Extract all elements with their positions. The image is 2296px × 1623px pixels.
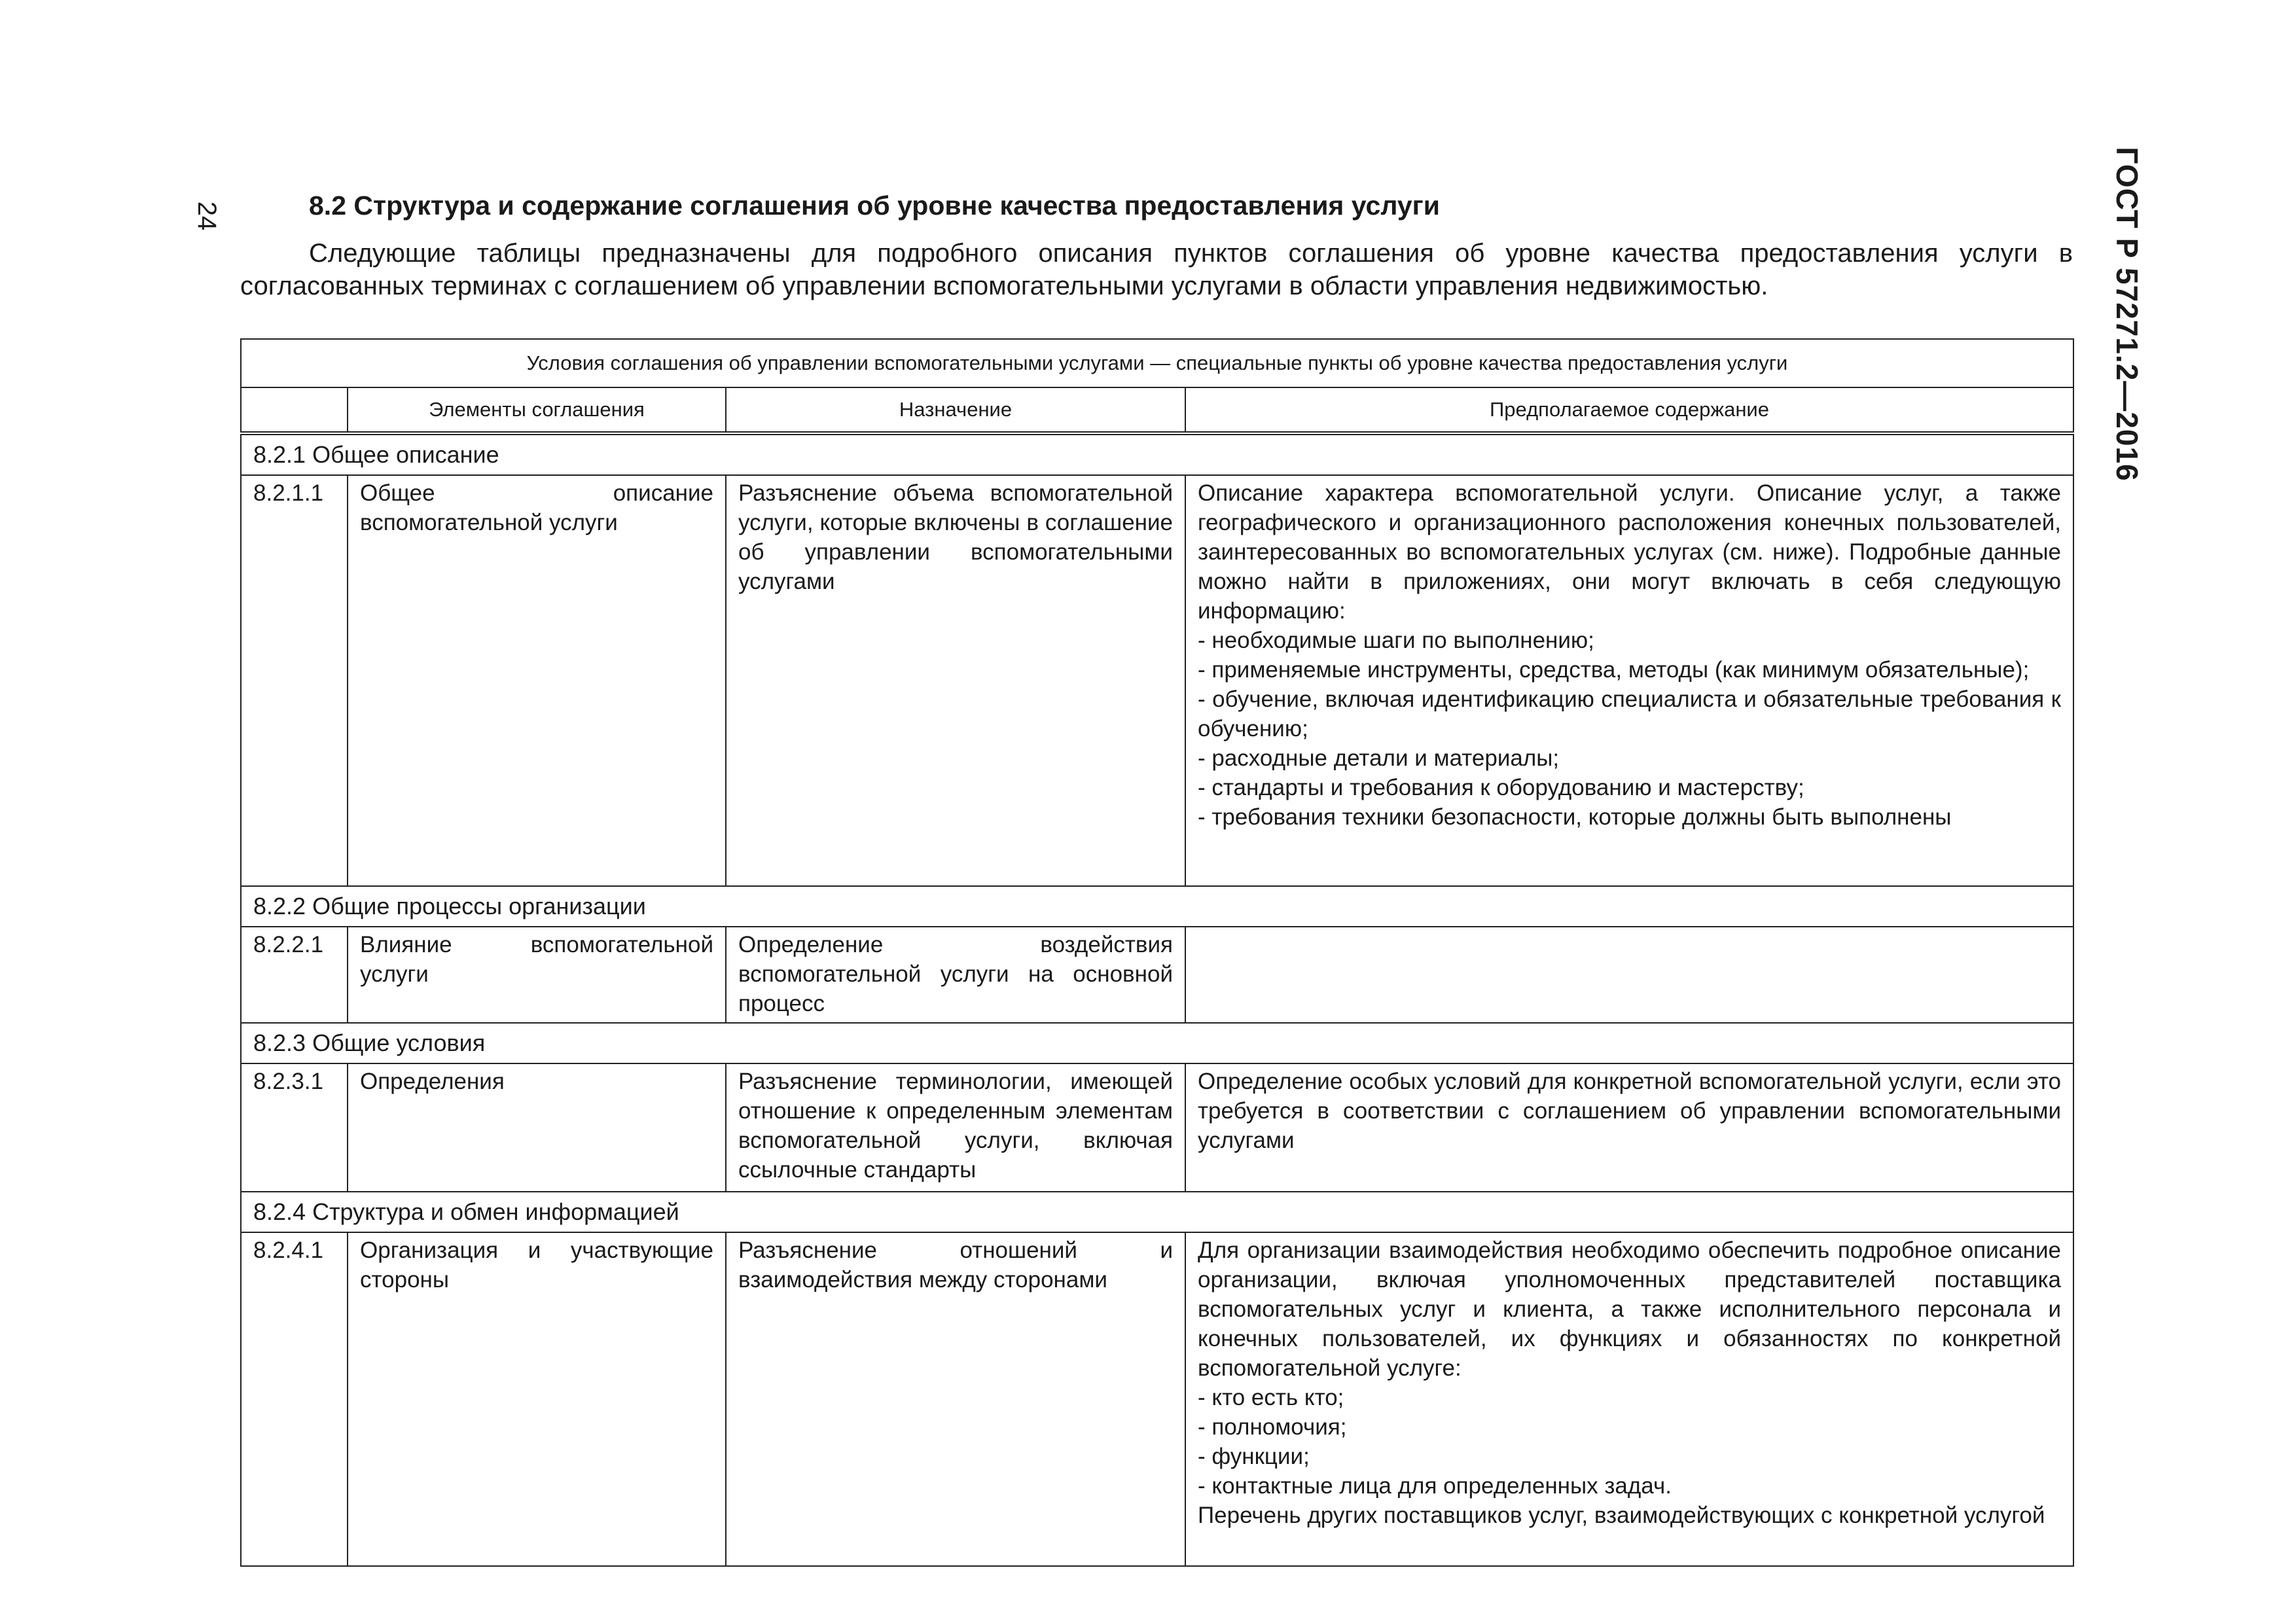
content-line: - полномочия; <box>1198 1414 1347 1440</box>
header-purpose: Назначение <box>726 387 1185 433</box>
content-line: - необходимые шаги по выполнению; <box>1198 628 1594 653</box>
content-line: - контактные лица для определенных задач. <box>1198 1473 1672 1499</box>
page-number: 24 <box>192 201 221 231</box>
header-content: Предполагаемое содержание <box>1185 387 2073 433</box>
content-line: - требования техники безопасности, которые должны быть выполнены <box>1198 804 1952 830</box>
row-element: Общее описание вспомогательной услуги <box>348 475 726 886</box>
section-row-title: 8.2.4 Структура и обмен информацией <box>241 1192 2073 1232</box>
row-content <box>1185 1063 2073 1192</box>
content-line: - расходные детали и материалы; <box>1198 745 1560 771</box>
row-content <box>1185 927 2073 1023</box>
row-purpose: Разъяснение объема вспомогательной услуги, которые включены в соглашение об управлении вспомогательными услугами <box>726 475 1185 886</box>
table-caption: Условия соглашения об управлении вспомогательными услугами — специальные пункты об уровне качества предоставления услуги <box>241 339 2073 387</box>
content-line: Для организации взаимодействия необходимо обеспечить подробное описание организации, включая уполномоченных представителей поставщика вспомогательных услуг и клиента, а также исполнительного персонала и конечных пользователей, их функциях и обязанностях по конкретной вспомогательной услуге: <box>1198 1238 2061 1381</box>
section-row-title: 8.2.3 Общие условия <box>241 1023 2073 1063</box>
row-purpose: Разъяснение терминологии, имеющей отношение к определенным элементам вспомогательной услуги, включая ссылочные стандарты <box>726 1063 1185 1192</box>
spec-table <box>240 338 2074 1567</box>
table-row <box>241 927 2073 1023</box>
content-line: Описание характера вспомогательной услуги. Описание услуг, а также географического и организационного расположения конечных пользователей, заинтересованных во вспомогательных услугах (см. ниже). Подробные данные можно найти в приложениях, они могут включать в себя следующую информацию: <box>1198 480 2061 624</box>
row-number: 8.2.3.1 <box>241 1063 348 1192</box>
content-line: - стандарты и требования к оборудованию и мастерству; <box>1198 775 1804 800</box>
header-num-cell <box>241 387 348 433</box>
row-number: 8.2.1.1 <box>241 475 348 886</box>
table-row <box>241 1063 2073 1192</box>
table-row <box>241 1232 2073 1566</box>
section-row-title: 8.2.2 Общие процессы организации <box>241 886 2073 927</box>
content-line: Перечень других поставщиков услуг, взаимодействующих с конкретной услугой <box>1198 1503 2045 1528</box>
row-element: Организация и участвующие стороны <box>348 1232 726 1566</box>
header-elements: Элементы соглашения <box>348 387 726 433</box>
row-element: Влияние вспомогательной услуги <box>348 927 726 1023</box>
content-line: - обучение, включая идентификацию специалиста и обязательные требования к обучению; <box>1198 687 2061 741</box>
row-number: 8.2.4.1 <box>241 1232 348 1566</box>
content-line: - функции; <box>1198 1444 1310 1469</box>
intro-paragraph: Следующие таблицы предназначены для подробного описания пунктов соглашения об уровне качества предоставления услуги в согласованных терминах с соглашением об управлении вспомогательными услугами в области управления недвижимостью. <box>240 239 2073 300</box>
row-element: Определения <box>348 1063 726 1192</box>
content-line: - кто есть кто; <box>1198 1385 1344 1410</box>
row-number: 8.2.2.1 <box>241 927 348 1023</box>
table-row <box>241 475 2073 886</box>
section-row-title: 8.2.1 Общее описание <box>241 433 2073 475</box>
row-purpose: Разъяснение отношений и взаимодействия между сторонами <box>726 1232 1185 1566</box>
content-line: - применяемые инструменты, средства, методы (как минимум обязательные); <box>1198 657 2030 683</box>
row-content <box>1185 475 2073 886</box>
content-line: Определение особых условий для конкретной вспомогательной услуги, если это требуется в соответствии с соглашением об управлении вспомогательными услугами <box>1198 1069 2061 1153</box>
document-code: ГОСТ Р 57271.2—2016 <box>2110 147 2144 482</box>
row-purpose: Определение воздействия вспомогательной услуги на основной процесс <box>726 927 1185 1023</box>
row-content <box>1185 1232 2073 1566</box>
section-heading: 8.2 Структура и содержание соглашения об уровне качества предоставления услуги <box>309 190 1440 221</box>
